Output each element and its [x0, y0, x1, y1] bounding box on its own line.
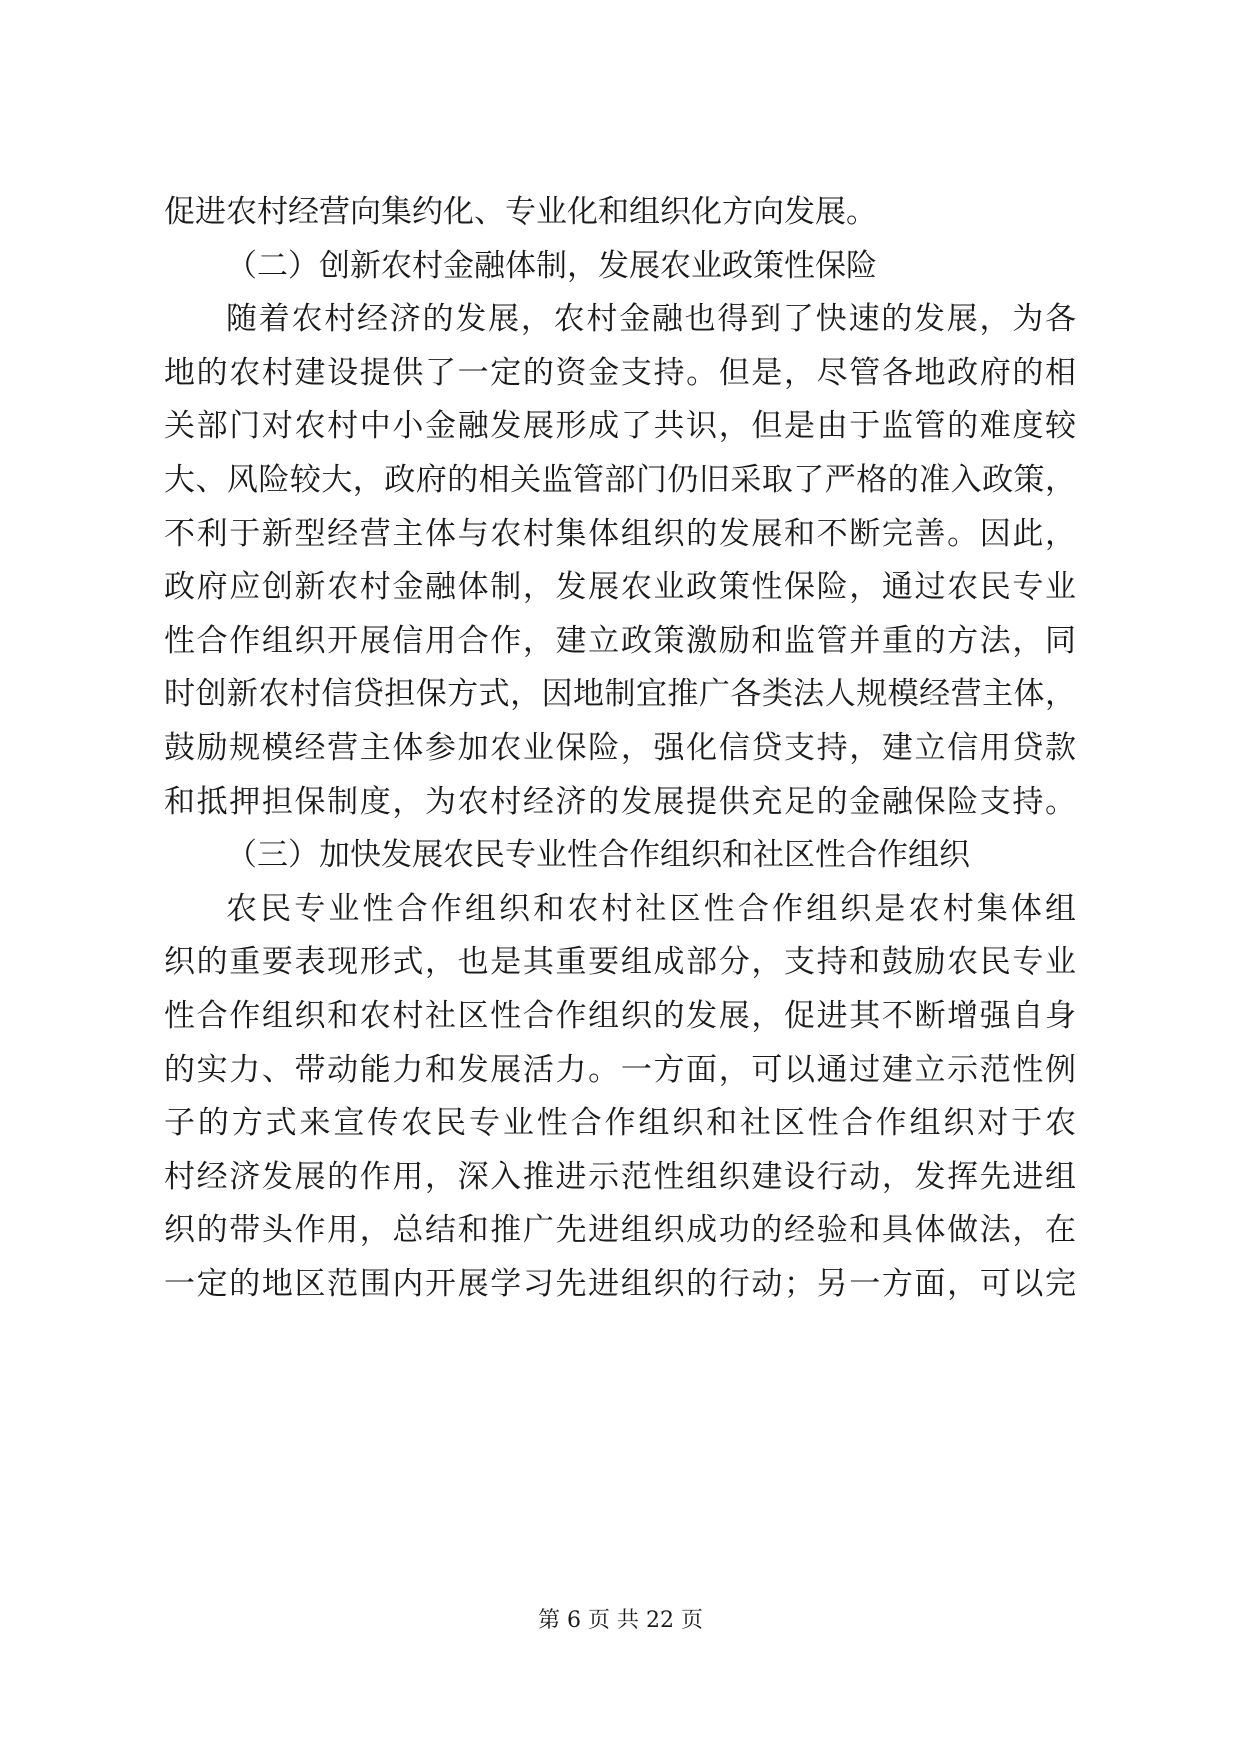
paragraph-line: 随着农村经济的发展，农村金融也得到了快速的发展，为各	[226, 301, 1076, 338]
paragraph-line: 织的重要表现形式，也是其重要组成部分，支持和鼓励农民专业	[164, 944, 1076, 981]
page-number-footer: 第 6 页 共 22 页	[538, 1608, 703, 1633]
paragraph-line: 性合作组织开展信用合作，建立政策激励和监管并重的方法，同	[164, 622, 1076, 659]
paragraph-line: 子的方式来宣传农民专业性合作组织和社区性合作组织对于农	[164, 1105, 1076, 1142]
paragraph-line: 地的农村建设提供了一定的资金支持。但是，尽管各地政府的相	[164, 354, 1076, 391]
paragraph-line: 关部门对农村中小金融发展形成了共识，但是由于监管的难度较	[164, 408, 1076, 445]
paragraph-line: 村经济发展的作用，深入推进示范性组织建设行动，发挥先进组	[164, 1158, 1076, 1195]
paragraph-line: 的实力、带动能力和发展活力。一方面，可以通过建立示范性例	[164, 1051, 1076, 1088]
paragraph-line: 织的带头作用，总结和推广先进组织成功的经验和具体做法，在	[164, 1212, 1076, 1249]
paragraph-line: 不利于新型经营主体与农村集体组织的发展和不断完善。因此，	[164, 515, 1076, 552]
paragraph-line: 性合作组织和农村社区性合作组织的发展，促进其不断增强自身	[164, 998, 1076, 1034]
paragraph-line: 大、风险较大，政府的相关监管部门仍旧采取了严格的准入政策，	[164, 462, 1076, 498]
paragraph-line: 时创新农村信贷担保方式，因地制宜推广各类法人规模经营主体，	[164, 676, 1076, 713]
paragraph-line: 促进农村经营向集约化、专业化和组织化方向发展。	[164, 194, 877, 230]
paragraph-line: 和抵押担保制度，为农村经济的发展提供充足的金融保险支持。	[164, 783, 1076, 820]
paragraph-line: 鼓励规模经营主体参加农业保险，强化信贷支持，建立信用贷款	[164, 730, 1076, 766]
paragraph-line: 农民专业性合作组织和农村社区性合作组织是农村集体组	[226, 890, 1076, 927]
section-heading: （二）创新农村金融体制，发展农业政策性保险	[226, 247, 877, 284]
section-heading: （三）加快发展农民专业性合作组织和社区性合作组织	[226, 837, 970, 874]
paragraph-line: 政府应创新农村金融体制，发展农业政策性保险，通过农民专业	[164, 569, 1076, 606]
paragraph-line: 一定的地区范围内开展学习先进组织的行动；另一方面，可以完	[164, 1266, 1076, 1302]
